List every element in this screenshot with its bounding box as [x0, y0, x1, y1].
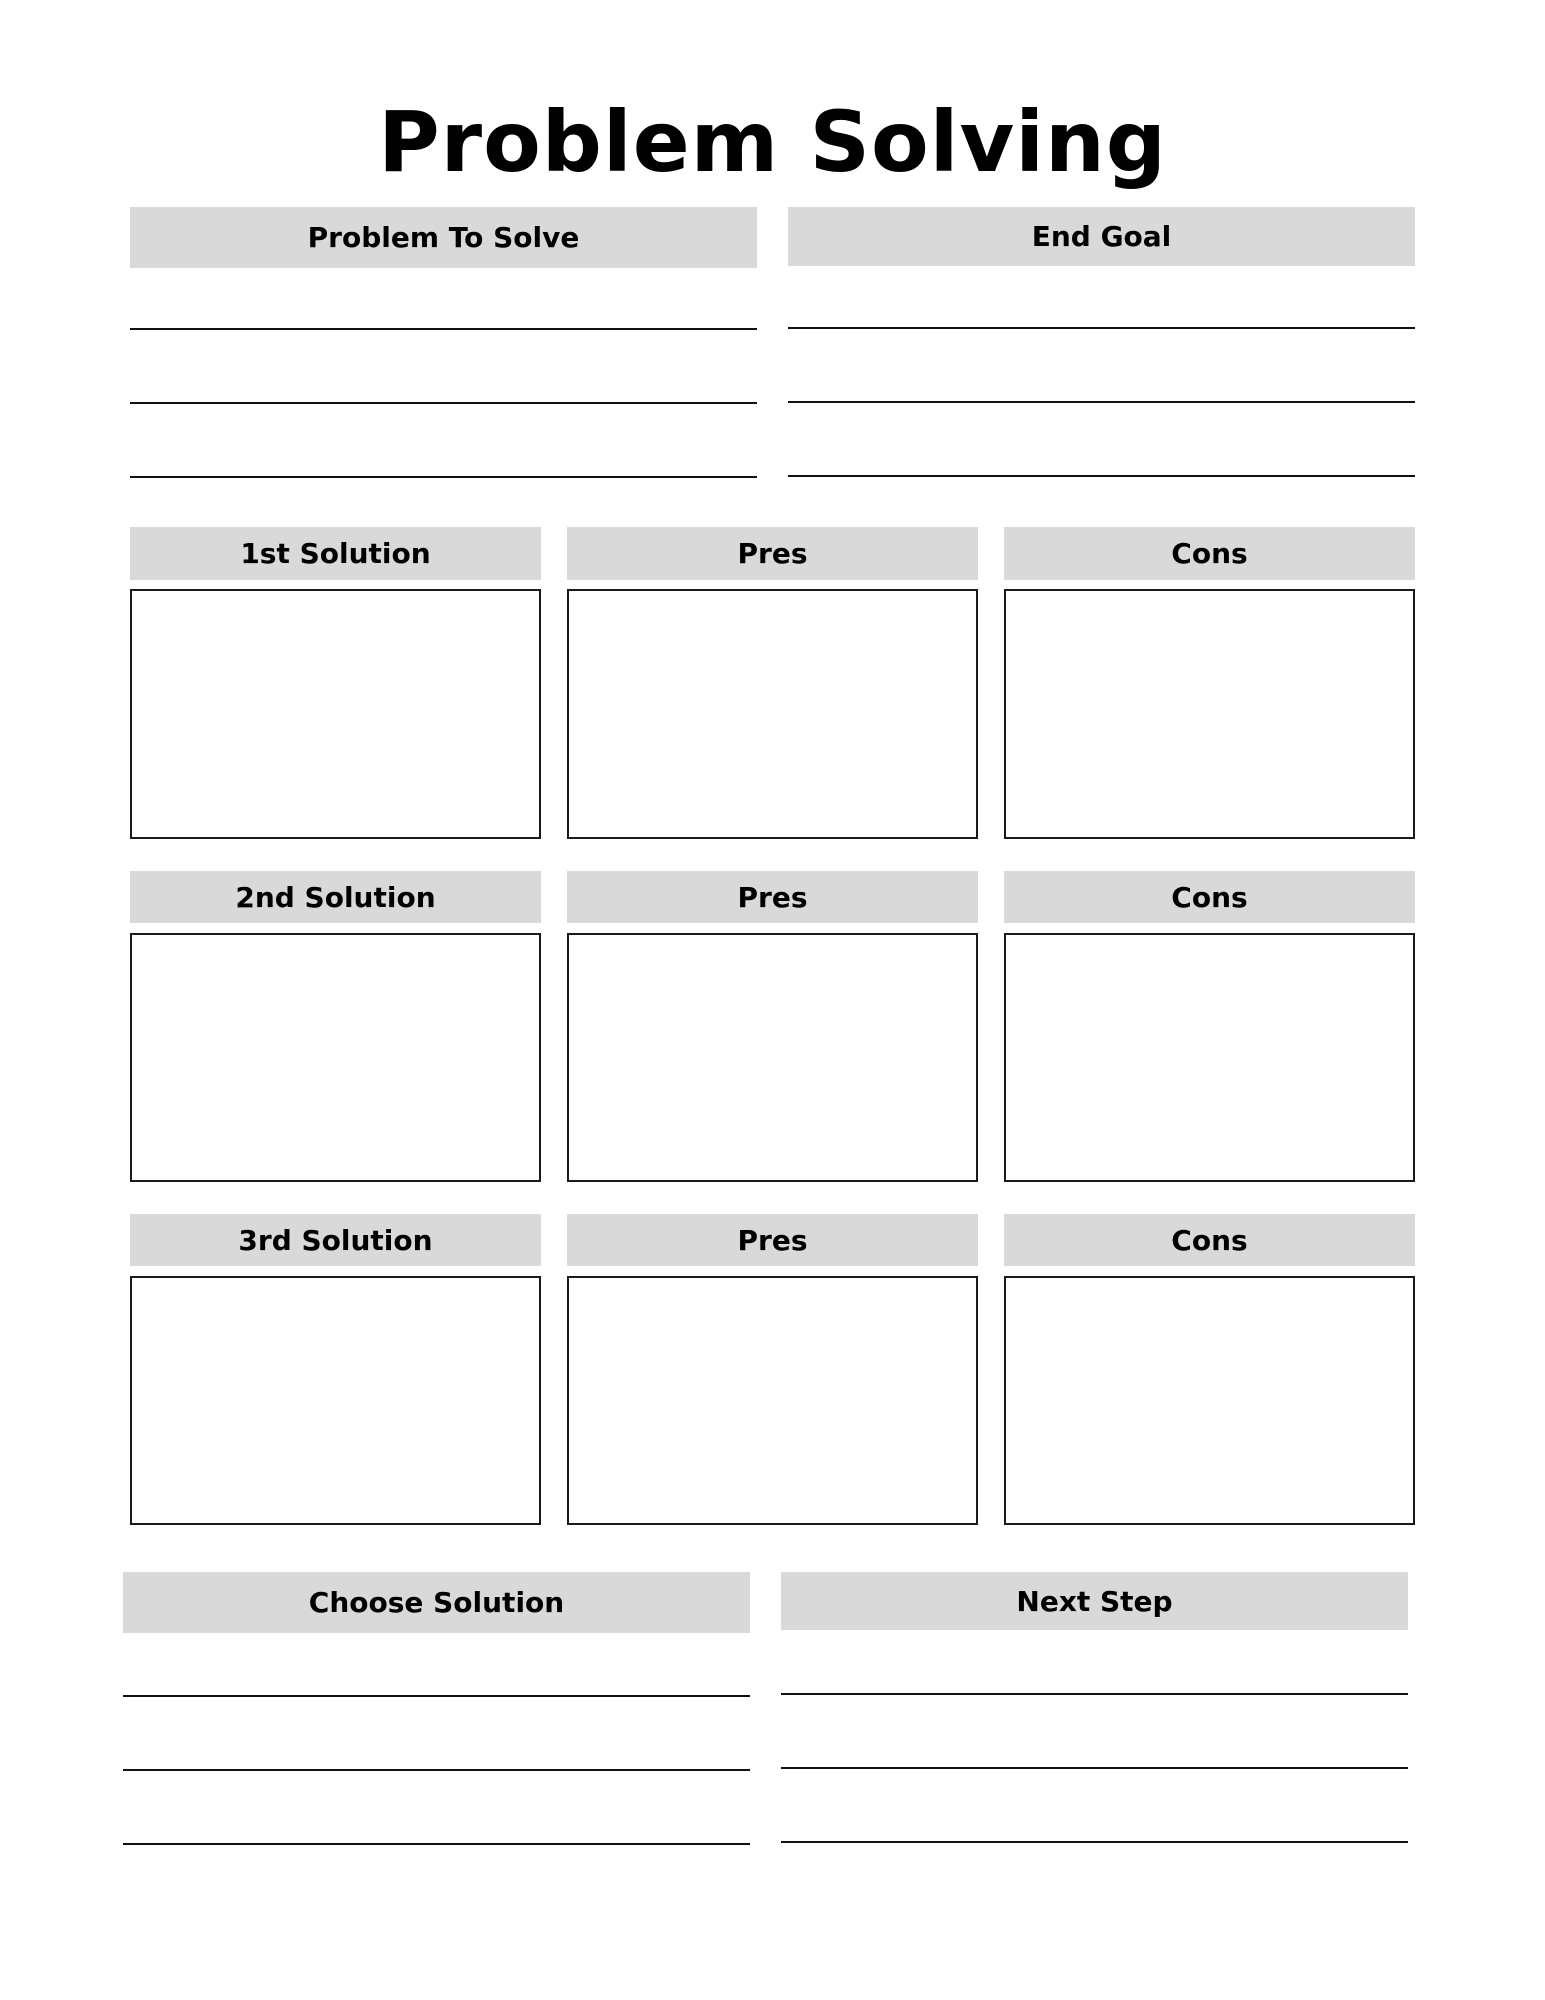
problem-writing-line-3[interactable]	[130, 476, 757, 478]
goal-writing-line-2[interactable]	[788, 401, 1415, 403]
solution-3-cons-header: Cons	[1004, 1214, 1415, 1266]
solution-1-cons-box[interactable]	[1004, 589, 1415, 839]
solution-3-pros-header: Pres	[567, 1214, 978, 1266]
solution-2-header: 2nd Solution	[130, 871, 541, 923]
solution-2-box[interactable]	[130, 933, 541, 1182]
choose-writing-line-2[interactable]	[123, 1769, 750, 1771]
problem-to-solve-header: Problem To Solve	[130, 207, 757, 268]
choose-writing-line-1[interactable]	[123, 1695, 750, 1697]
next-step-writing-line-3[interactable]	[781, 1841, 1408, 1843]
page-title: Problem Solving	[378, 93, 1167, 191]
end-goal-header: End Goal	[788, 207, 1415, 266]
problem-writing-line-2[interactable]	[130, 402, 757, 404]
goal-writing-line-1[interactable]	[788, 327, 1415, 329]
solution-1-pros-header: Pres	[567, 527, 978, 580]
solution-3-pros-box[interactable]	[567, 1276, 978, 1525]
goal-writing-line-3[interactable]	[788, 475, 1415, 477]
solution-2-pros-header: Pres	[567, 871, 978, 923]
choose-writing-line-3[interactable]	[123, 1843, 750, 1845]
solution-3-cons-box[interactable]	[1004, 1276, 1415, 1525]
solution-1-cons-header: Cons	[1004, 527, 1415, 580]
solution-1-box[interactable]	[130, 589, 541, 839]
solution-1-header: 1st Solution	[130, 527, 541, 580]
solution-3-header: 3rd Solution	[130, 1214, 541, 1266]
next-step-header: Next Step	[781, 1572, 1408, 1630]
solution-2-pros-box[interactable]	[567, 933, 978, 1182]
problem-writing-line-1[interactable]	[130, 328, 757, 330]
solution-3-box[interactable]	[130, 1276, 541, 1525]
solution-2-cons-box[interactable]	[1004, 933, 1415, 1182]
choose-solution-header: Choose Solution	[123, 1572, 750, 1633]
next-step-writing-line-1[interactable]	[781, 1693, 1408, 1695]
solution-1-pros-box[interactable]	[567, 589, 978, 839]
next-step-writing-line-2[interactable]	[781, 1767, 1408, 1769]
solution-2-cons-header: Cons	[1004, 871, 1415, 923]
